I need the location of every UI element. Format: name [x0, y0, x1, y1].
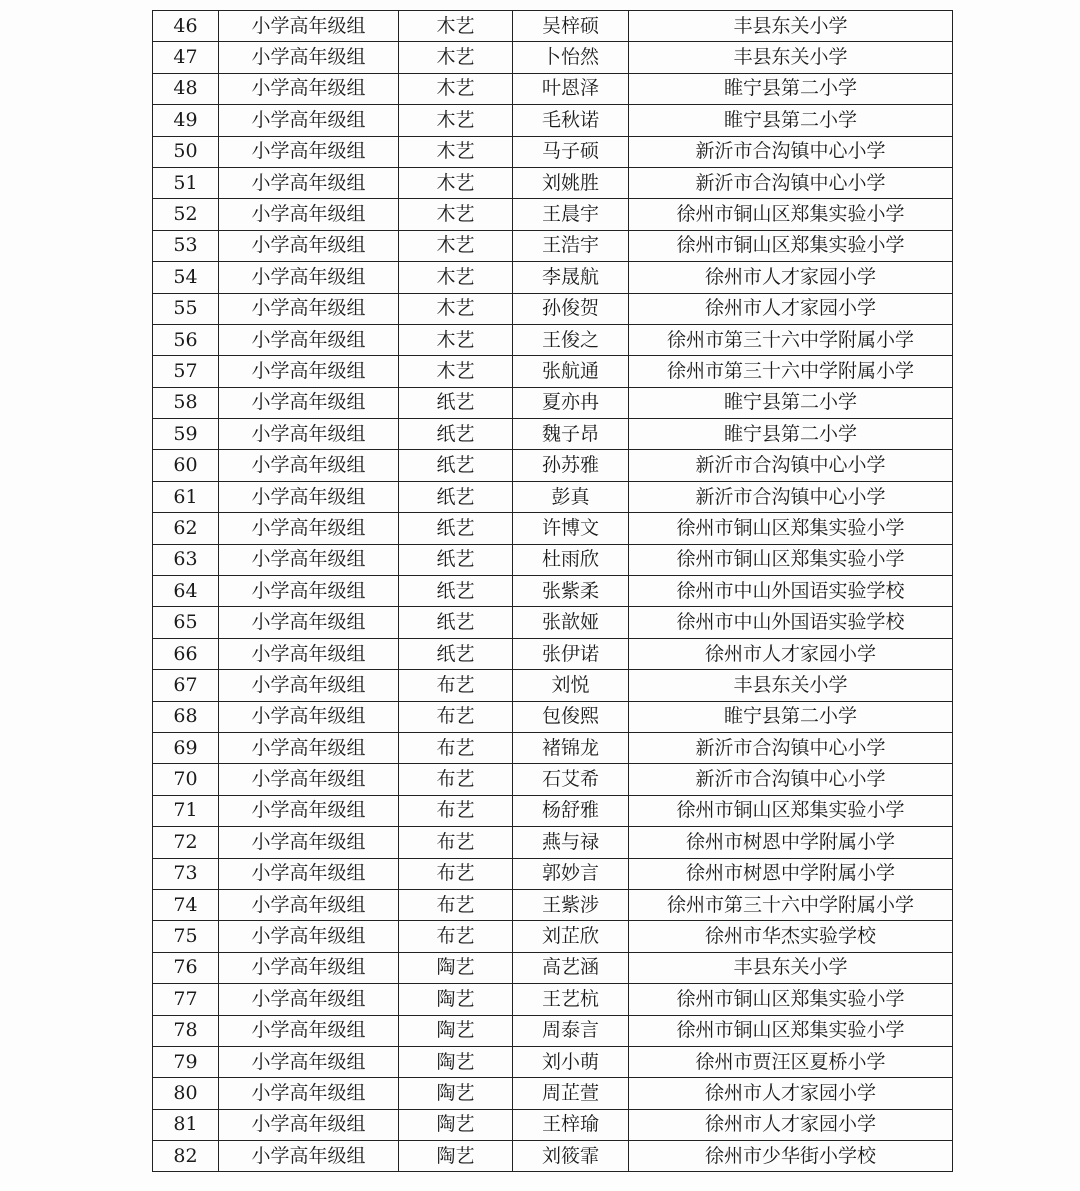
name-cell: 王晨宇 — [513, 199, 629, 230]
category-cell: 陶艺 — [399, 984, 513, 1015]
name-cell: 褚锦龙 — [513, 732, 629, 763]
name-cell: 魏子昂 — [513, 419, 629, 450]
school-cell: 新沂市合沟镇中心小学 — [629, 136, 953, 167]
row-number-cell: 49 — [153, 105, 219, 136]
group-cell: 小学高年级组 — [219, 293, 399, 324]
name-cell: 刘悦 — [513, 670, 629, 701]
row-number-cell: 82 — [153, 1141, 219, 1172]
row-number-cell: 72 — [153, 827, 219, 858]
row-number-cell: 79 — [153, 1046, 219, 1077]
school-cell: 徐州市第三十六中学附属小学 — [629, 889, 953, 920]
category-cell: 木艺 — [399, 230, 513, 261]
group-cell: 小学高年级组 — [219, 732, 399, 763]
school-cell: 徐州市人才家园小学 — [629, 1109, 953, 1140]
group-cell: 小学高年级组 — [219, 73, 399, 104]
category-cell: 布艺 — [399, 921, 513, 952]
group-cell: 小学高年级组 — [219, 105, 399, 136]
school-cell: 徐州市中山外国语实验学校 — [629, 607, 953, 638]
group-cell: 小学高年级组 — [219, 607, 399, 638]
group-cell: 小学高年级组 — [219, 324, 399, 355]
table-row — [153, 1109, 953, 1140]
school-cell: 新沂市合沟镇中心小学 — [629, 764, 953, 795]
table-row — [153, 262, 953, 293]
row-number-cell: 55 — [153, 293, 219, 324]
name-cell: 周泰言 — [513, 1015, 629, 1046]
table-row — [153, 356, 953, 387]
row-number-cell: 80 — [153, 1078, 219, 1109]
table-row — [153, 764, 953, 795]
category-cell: 布艺 — [399, 732, 513, 763]
row-number-cell: 56 — [153, 324, 219, 355]
group-cell: 小学高年级组 — [219, 952, 399, 983]
group-cell: 小学高年级组 — [219, 356, 399, 387]
school-cell: 徐州市人才家园小学 — [629, 262, 953, 293]
category-cell: 纸艺 — [399, 513, 513, 544]
category-cell: 陶艺 — [399, 1109, 513, 1140]
name-cell: 石艾希 — [513, 764, 629, 795]
name-cell: 卜怡然 — [513, 42, 629, 73]
name-cell: 张伊诺 — [513, 638, 629, 669]
table-row — [153, 670, 953, 701]
school-cell: 徐州市铜山区郑集实验小学 — [629, 199, 953, 230]
group-cell: 小学高年级组 — [219, 889, 399, 920]
school-cell: 睢宁县第二小学 — [629, 387, 953, 418]
row-number-cell: 57 — [153, 356, 219, 387]
table-row — [153, 984, 953, 1015]
group-cell: 小学高年级组 — [219, 199, 399, 230]
school-cell: 丰县东关小学 — [629, 952, 953, 983]
table-row — [153, 293, 953, 324]
category-cell: 布艺 — [399, 670, 513, 701]
row-number-cell: 70 — [153, 764, 219, 795]
group-cell: 小学高年级组 — [219, 638, 399, 669]
row-number-cell: 74 — [153, 889, 219, 920]
row-number-cell: 54 — [153, 262, 219, 293]
category-cell: 木艺 — [399, 136, 513, 167]
group-cell: 小学高年级组 — [219, 419, 399, 450]
category-cell: 陶艺 — [399, 1141, 513, 1172]
row-number-cell: 73 — [153, 858, 219, 889]
name-cell: 张航通 — [513, 356, 629, 387]
name-cell: 刘小萌 — [513, 1046, 629, 1077]
row-number-cell: 76 — [153, 952, 219, 983]
table-row — [153, 481, 953, 512]
row-number-cell: 66 — [153, 638, 219, 669]
table-row — [153, 858, 953, 889]
row-number-cell: 51 — [153, 167, 219, 198]
table-row — [153, 1046, 953, 1077]
table-row — [153, 513, 953, 544]
category-cell: 纸艺 — [399, 607, 513, 638]
category-cell: 陶艺 — [399, 952, 513, 983]
table-row — [153, 42, 953, 73]
table-row — [153, 73, 953, 104]
category-cell: 纸艺 — [399, 576, 513, 607]
school-cell: 新沂市合沟镇中心小学 — [629, 732, 953, 763]
category-cell: 木艺 — [399, 199, 513, 230]
row-number-cell: 69 — [153, 732, 219, 763]
group-cell: 小学高年级组 — [219, 984, 399, 1015]
row-number-cell: 64 — [153, 576, 219, 607]
table-row — [153, 387, 953, 418]
name-cell: 高艺涵 — [513, 952, 629, 983]
category-cell: 布艺 — [399, 889, 513, 920]
school-cell: 徐州市第三十六中学附属小学 — [629, 324, 953, 355]
group-cell: 小学高年级组 — [219, 764, 399, 795]
school-cell: 徐州市铜山区郑集实验小学 — [629, 1015, 953, 1046]
table-row — [153, 921, 953, 952]
name-cell: 刘芷欣 — [513, 921, 629, 952]
group-cell: 小学高年级组 — [219, 576, 399, 607]
name-cell: 王俊之 — [513, 324, 629, 355]
category-cell: 陶艺 — [399, 1046, 513, 1077]
table-row — [153, 136, 953, 167]
group-cell: 小学高年级组 — [219, 701, 399, 732]
group-cell: 小学高年级组 — [219, 1109, 399, 1140]
category-cell: 纸艺 — [399, 481, 513, 512]
name-cell: 毛秋诺 — [513, 105, 629, 136]
row-number-cell: 59 — [153, 419, 219, 450]
row-number-cell: 48 — [153, 73, 219, 104]
name-cell: 马子硕 — [513, 136, 629, 167]
name-cell: 张歆娅 — [513, 607, 629, 638]
table-row — [153, 450, 953, 481]
table-row — [153, 544, 953, 575]
category-cell: 布艺 — [399, 795, 513, 826]
table-row — [153, 607, 953, 638]
group-cell: 小学高年级组 — [219, 1078, 399, 1109]
table-row — [153, 199, 953, 230]
row-number-cell: 53 — [153, 230, 219, 261]
group-cell: 小学高年级组 — [219, 795, 399, 826]
category-cell: 纸艺 — [399, 387, 513, 418]
group-cell: 小学高年级组 — [219, 42, 399, 73]
category-cell: 木艺 — [399, 356, 513, 387]
name-cell: 王紫涉 — [513, 889, 629, 920]
row-number-cell: 61 — [153, 481, 219, 512]
category-cell: 纸艺 — [399, 638, 513, 669]
school-cell: 徐州市少华街小学校 — [629, 1141, 953, 1172]
group-cell: 小学高年级组 — [219, 136, 399, 167]
school-cell: 徐州市铜山区郑集实验小学 — [629, 795, 953, 826]
roster-table-body — [153, 11, 953, 1172]
name-cell: 叶恩泽 — [513, 73, 629, 104]
row-number-cell: 77 — [153, 984, 219, 1015]
category-cell: 纸艺 — [399, 450, 513, 481]
row-number-cell: 65 — [153, 607, 219, 638]
school-cell: 睢宁县第二小学 — [629, 701, 953, 732]
category-cell: 木艺 — [399, 324, 513, 355]
name-cell: 夏亦冉 — [513, 387, 629, 418]
school-cell: 丰县东关小学 — [629, 42, 953, 73]
group-cell: 小学高年级组 — [219, 513, 399, 544]
group-cell: 小学高年级组 — [219, 921, 399, 952]
school-cell: 徐州市第三十六中学附属小学 — [629, 356, 953, 387]
table-row — [153, 167, 953, 198]
group-cell: 小学高年级组 — [219, 262, 399, 293]
category-cell: 布艺 — [399, 764, 513, 795]
school-cell: 徐州市贾汪区夏桥小学 — [629, 1046, 953, 1077]
group-cell: 小学高年级组 — [219, 230, 399, 261]
school-cell: 徐州市人才家园小学 — [629, 293, 953, 324]
group-cell: 小学高年级组 — [219, 858, 399, 889]
row-number-cell: 60 — [153, 450, 219, 481]
school-cell: 徐州市树恩中学附属小学 — [629, 858, 953, 889]
group-cell: 小学高年级组 — [219, 544, 399, 575]
category-cell: 布艺 — [399, 858, 513, 889]
table-row — [153, 889, 953, 920]
school-cell: 新沂市合沟镇中心小学 — [629, 450, 953, 481]
row-number-cell: 81 — [153, 1109, 219, 1140]
group-cell: 小学高年级组 — [219, 167, 399, 198]
school-cell: 徐州市人才家园小学 — [629, 1078, 953, 1109]
group-cell: 小学高年级组 — [219, 1141, 399, 1172]
row-number-cell: 58 — [153, 387, 219, 418]
name-cell: 杜雨欣 — [513, 544, 629, 575]
school-cell: 徐州市铜山区郑集实验小学 — [629, 513, 953, 544]
name-cell: 吴梓硕 — [513, 11, 629, 42]
table-row — [153, 1141, 953, 1172]
row-number-cell: 62 — [153, 513, 219, 544]
row-number-cell: 75 — [153, 921, 219, 952]
table-row — [153, 701, 953, 732]
category-cell: 木艺 — [399, 262, 513, 293]
school-cell: 徐州市铜山区郑集实验小学 — [629, 230, 953, 261]
table-row — [153, 1015, 953, 1046]
table-row — [153, 638, 953, 669]
name-cell: 张紫柔 — [513, 576, 629, 607]
table-row — [153, 230, 953, 261]
name-cell: 彭真 — [513, 481, 629, 512]
table-row — [153, 795, 953, 826]
row-number-cell: 50 — [153, 136, 219, 167]
name-cell: 燕与禄 — [513, 827, 629, 858]
school-cell: 睢宁县第二小学 — [629, 105, 953, 136]
category-cell: 木艺 — [399, 73, 513, 104]
group-cell: 小学高年级组 — [219, 1046, 399, 1077]
row-number-cell: 52 — [153, 199, 219, 230]
category-cell: 布艺 — [399, 827, 513, 858]
row-number-cell: 78 — [153, 1015, 219, 1046]
row-number-cell: 63 — [153, 544, 219, 575]
table-row — [153, 576, 953, 607]
roster-table — [152, 10, 953, 1172]
table-row — [153, 827, 953, 858]
school-cell: 徐州市人才家园小学 — [629, 638, 953, 669]
group-cell: 小学高年级组 — [219, 11, 399, 42]
name-cell: 杨舒雅 — [513, 795, 629, 826]
name-cell: 王梓瑜 — [513, 1109, 629, 1140]
school-cell: 徐州市华杰实验学校 — [629, 921, 953, 952]
school-cell: 丰县东关小学 — [629, 670, 953, 701]
category-cell: 木艺 — [399, 105, 513, 136]
name-cell: 王浩宇 — [513, 230, 629, 261]
name-cell: 刘姚胜 — [513, 167, 629, 198]
name-cell: 刘筱霏 — [513, 1141, 629, 1172]
row-number-cell: 68 — [153, 701, 219, 732]
school-cell: 丰县东关小学 — [629, 11, 953, 42]
category-cell: 陶艺 — [399, 1015, 513, 1046]
school-cell: 睢宁县第二小学 — [629, 73, 953, 104]
category-cell: 布艺 — [399, 701, 513, 732]
school-cell: 徐州市树恩中学附属小学 — [629, 827, 953, 858]
category-cell: 木艺 — [399, 167, 513, 198]
group-cell: 小学高年级组 — [219, 387, 399, 418]
school-cell: 新沂市合沟镇中心小学 — [629, 167, 953, 198]
table-row — [153, 732, 953, 763]
table-row — [153, 952, 953, 983]
table-row — [153, 105, 953, 136]
category-cell: 纸艺 — [399, 544, 513, 575]
school-cell: 徐州市铜山区郑集实验小学 — [629, 544, 953, 575]
row-number-cell: 71 — [153, 795, 219, 826]
school-cell: 睢宁县第二小学 — [629, 419, 953, 450]
category-cell: 木艺 — [399, 293, 513, 324]
table-row — [153, 419, 953, 450]
group-cell: 小学高年级组 — [219, 1015, 399, 1046]
row-number-cell: 47 — [153, 42, 219, 73]
name-cell: 王艺杭 — [513, 984, 629, 1015]
category-cell: 纸艺 — [399, 419, 513, 450]
category-cell: 木艺 — [399, 42, 513, 73]
row-number-cell: 46 — [153, 11, 219, 42]
category-cell: 木艺 — [399, 11, 513, 42]
group-cell: 小学高年级组 — [219, 450, 399, 481]
name-cell: 李晟航 — [513, 262, 629, 293]
school-cell: 徐州市中山外国语实验学校 — [629, 576, 953, 607]
table-row — [153, 1078, 953, 1109]
group-cell: 小学高年级组 — [219, 481, 399, 512]
category-cell: 陶艺 — [399, 1078, 513, 1109]
group-cell: 小学高年级组 — [219, 827, 399, 858]
name-cell: 许博文 — [513, 513, 629, 544]
name-cell: 郭妙言 — [513, 858, 629, 889]
table-row — [153, 324, 953, 355]
school-cell: 徐州市铜山区郑集实验小学 — [629, 984, 953, 1015]
name-cell: 孙俊贺 — [513, 293, 629, 324]
name-cell: 孙苏雅 — [513, 450, 629, 481]
group-cell: 小学高年级组 — [219, 670, 399, 701]
row-number-cell: 67 — [153, 670, 219, 701]
name-cell: 包俊熙 — [513, 701, 629, 732]
table-row — [153, 11, 953, 42]
name-cell: 周芷萱 — [513, 1078, 629, 1109]
school-cell: 新沂市合沟镇中心小学 — [629, 481, 953, 512]
